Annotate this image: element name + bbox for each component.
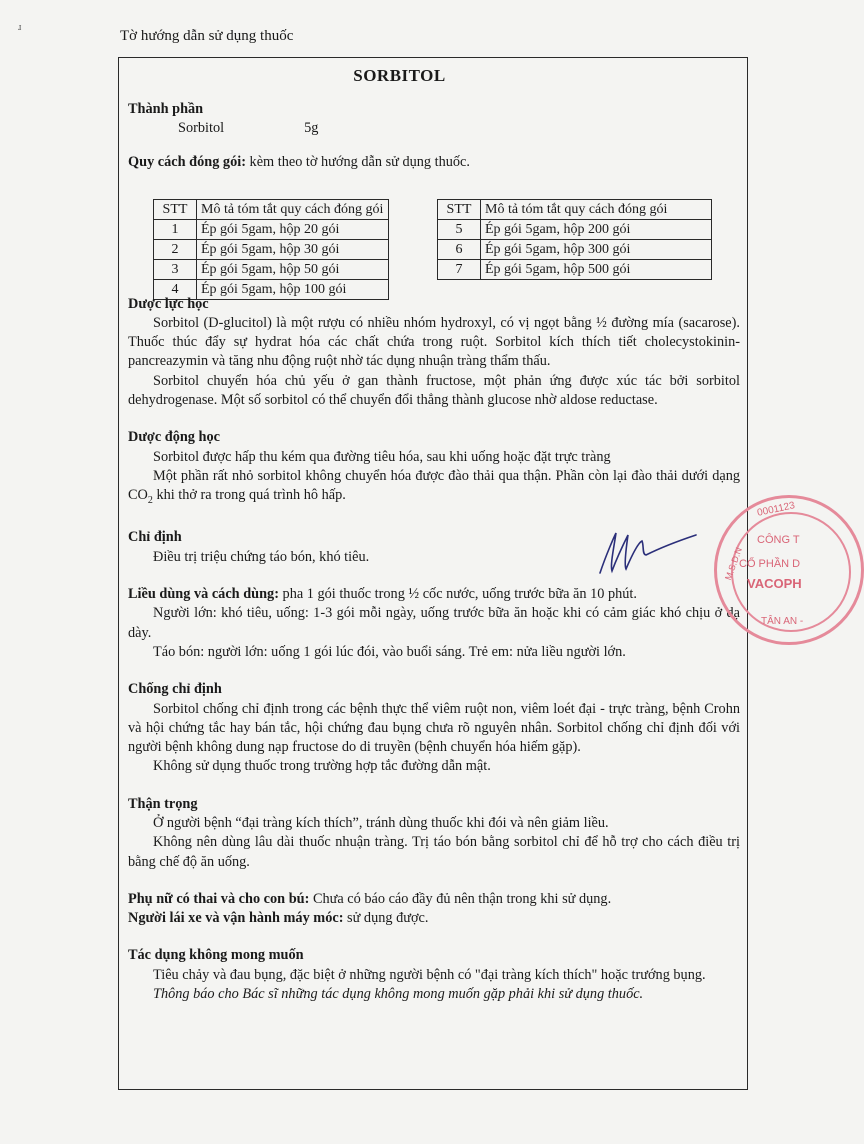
pregnancy-heading: Phụ nữ có thai và cho con bú:: [128, 890, 310, 907]
contraindications-paragraph-2: Không sử dụng thuốc trong trường hợp tắc đường dẫn mật.: [153, 758, 491, 775]
driving-line: [128, 909, 740, 928]
table-cell-description: Ép gói 5gam, hộp 100 gói: [197, 280, 389, 300]
table-cell-stt: 4: [154, 280, 197, 300]
ingredient-amount: 5g: [304, 120, 319, 137]
pharmacodynamics-paragraph-1: Sorbitol (D-glucitol) là một rượu có nhiều nhóm hydroxyl, có vị ngọt bằng ½ đường mía (sacarose). Thuốc thúc đẩy sự hydrat hóa các chất chứa trong ruột. Sorbitol kích thích tiết cholecystokinin-pancreazymin và tăng nhu động ruột nhờ tác dụng nhuận tràng thẩm thấu.: [128, 314, 740, 370]
pharmacokinetics-text-a: Một phần rất nhỏ sorbitol không chuyển hóa được đào thải qua thận. Phần còn lại đào thải dưới dạng CO: [128, 467, 740, 504]
side-effects-notice: Thông báo cho Bác sĩ những tác dụng không mong muốn gặp phải khi sử dụng thuốc.: [153, 986, 644, 1003]
packaging-text: kèm theo tờ hướng dẫn sử dụng thuốc.: [245, 153, 470, 170]
stamp-line-2: CỔ PHẦN D: [739, 558, 801, 570]
driving-text: sử dụng được.: [343, 910, 429, 927]
column-header-stt: STT: [154, 200, 197, 220]
pharmacodynamics-section: [128, 295, 740, 411]
table-cell-description: Ép gói 5gam, hộp 500 gói: [481, 260, 712, 280]
dosage-intro: pha 1 gói thuốc trong ½ cốc nước, uống trước bữa ăn 10 phút.: [278, 586, 637, 603]
pharmacodynamics-paragraph-2: Sorbitol chuyển hóa chủ yếu ở gan thành fructose, một phản ứng được xúc tác bởi sorbitol dehydrogenase. Một số sorbitol có thể chuyển đổi thẳng thành glucose nhờ aldose reductase.: [128, 372, 740, 409]
stamp-number: 0001123: [756, 500, 796, 519]
stamp-line-1: CÔNG T: [757, 534, 800, 546]
composition-heading: Thành phần: [128, 101, 204, 117]
table-cell-description: Ép gói 5gam, hộp 30 gói: [197, 240, 389, 260]
precautions-section: [128, 795, 740, 872]
table-cell-stt: 2: [154, 240, 197, 260]
precautions-heading: Thận trọng: [128, 795, 198, 812]
dosage-paragraph-1: Người lớn: khó tiêu, uống: 1-3 gói mỗi ngày, uống trước bữa ăn hoặc khi có cảm giác khó chịu ở dạ dày.: [128, 605, 740, 641]
table-cell-stt: 1: [154, 220, 197, 240]
table-cell-stt: 6: [438, 240, 481, 260]
indications-paragraph: Điều trị triệu chứng táo bón, khó tiêu.: [153, 548, 370, 565]
pregnancy-line: [128, 890, 740, 909]
table-cell-stt: 5: [438, 220, 481, 240]
dosage-section: [128, 585, 740, 662]
side-effects-heading: Tác dụng không mong muốn: [128, 947, 304, 964]
contraindications-paragraph-1: Sorbitol chống chỉ định trong các bệnh thực thể viêm ruột non, viêm loét đại - trực tràng, bệnh Crohn và hội chứng tắc hay bán tắc, hội chứng đau bụng chưa rõ nguyên nhân. Sorbitol chống chỉ định đối với người bệnh không dung nạp fructose do di truyền (bệnh chuyển hóa hiếm gặp).: [128, 700, 740, 756]
table-cell-description: Ép gói 5gam, hộp 200 gói: [481, 220, 712, 240]
table-cell-description: Ép gói 5gam, hộp 300 gói: [481, 240, 712, 260]
pharmacokinetics-paragraph-2: [128, 467, 740, 510]
composition-section: [128, 100, 740, 139]
pharmacodynamics-heading: Dược lực học: [128, 295, 209, 312]
page-title: SORBITOL: [353, 66, 446, 85]
pharmacokinetics-paragraph-1: Sorbitol được hấp thu kém qua đường tiêu hóa, sau khi uống hoặc đặt trực tràng: [153, 448, 611, 465]
pharmacokinetics-heading: Dược động học: [128, 429, 220, 446]
corner-mark: ɹ: [18, 22, 22, 33]
table-cell-stt: 3: [154, 260, 197, 280]
ingredient-name: Sorbitol: [178, 120, 225, 137]
pregnancy-text: Chưa có báo cáo đầy đủ nên thận trong khi sử dụng.: [309, 890, 612, 907]
packaging-heading: Quy cách đóng gói:: [128, 153, 246, 170]
co2-subscript: 2: [147, 495, 153, 507]
handwritten-signature: [592, 525, 702, 585]
stamp-line-3: VACOPH: [747, 576, 802, 591]
company-stamp: [714, 495, 864, 645]
table-cell-description: Ép gói 5gam, hộp 20 gói: [197, 220, 389, 240]
dosage-heading: Liều dùng và cách dùng:: [128, 586, 279, 603]
ingredient-row: [128, 119, 740, 138]
indications-heading: Chỉ định: [128, 529, 182, 546]
contraindications-section: [128, 680, 740, 776]
table-cell-stt: 7: [438, 260, 481, 280]
column-header-stt: STT: [438, 200, 481, 220]
pharmacokinetics-section: [128, 428, 740, 510]
document-header: Tờ hướng dẫn sử dụng thuốc: [120, 28, 294, 44]
dosage-paragraph-2: Táo bón: người lớn: uống 1 gói lúc đói, vào buổi sáng. Trẻ em: nửa liều người lớn.: [153, 643, 626, 660]
stamp-line-4: TÂN AN -: [761, 616, 804, 627]
packaging-section: [128, 153, 740, 295]
precautions-paragraph-2: Không nên dùng lâu dài thuốc nhuận tràng. Trị táo bón bằng sorbitol chỉ để hỗ trợ cho cách điều trị bằng chế độ ăn uống.: [128, 834, 740, 870]
contraindications-heading: Chống chỉ định: [128, 681, 222, 698]
column-header-description: Mô tả tóm tắt quy cách đóng gói: [197, 200, 389, 220]
side-effects-paragraph-1: Tiêu chảy và đau bụng, đặc biệt ở những người bệnh có "đại tràng kích thích" hoặc trướng bụng.: [153, 966, 706, 983]
table-cell-description: Ép gói 5gam, hộp 50 gói: [197, 260, 389, 280]
side-effects-section: [128, 946, 740, 1004]
stamp-inner-ring: [731, 512, 851, 632]
column-header-description: Mô tả tóm tắt quy cách đóng gói: [481, 200, 712, 220]
pharmacokinetics-text-b: khi thở ra trong quá trình hô hấp.: [152, 487, 346, 504]
dosage-intro-line: [128, 585, 740, 604]
driving-heading: Người lái xe và vận hành máy móc:: [128, 910, 344, 927]
stamp-side-text: M.S.D.N: [723, 546, 745, 582]
precautions-paragraph-1: Ở người bệnh “đại tràng kích thích”, tránh dùng thuốc khi đói và nên giảm liều.: [153, 814, 609, 831]
